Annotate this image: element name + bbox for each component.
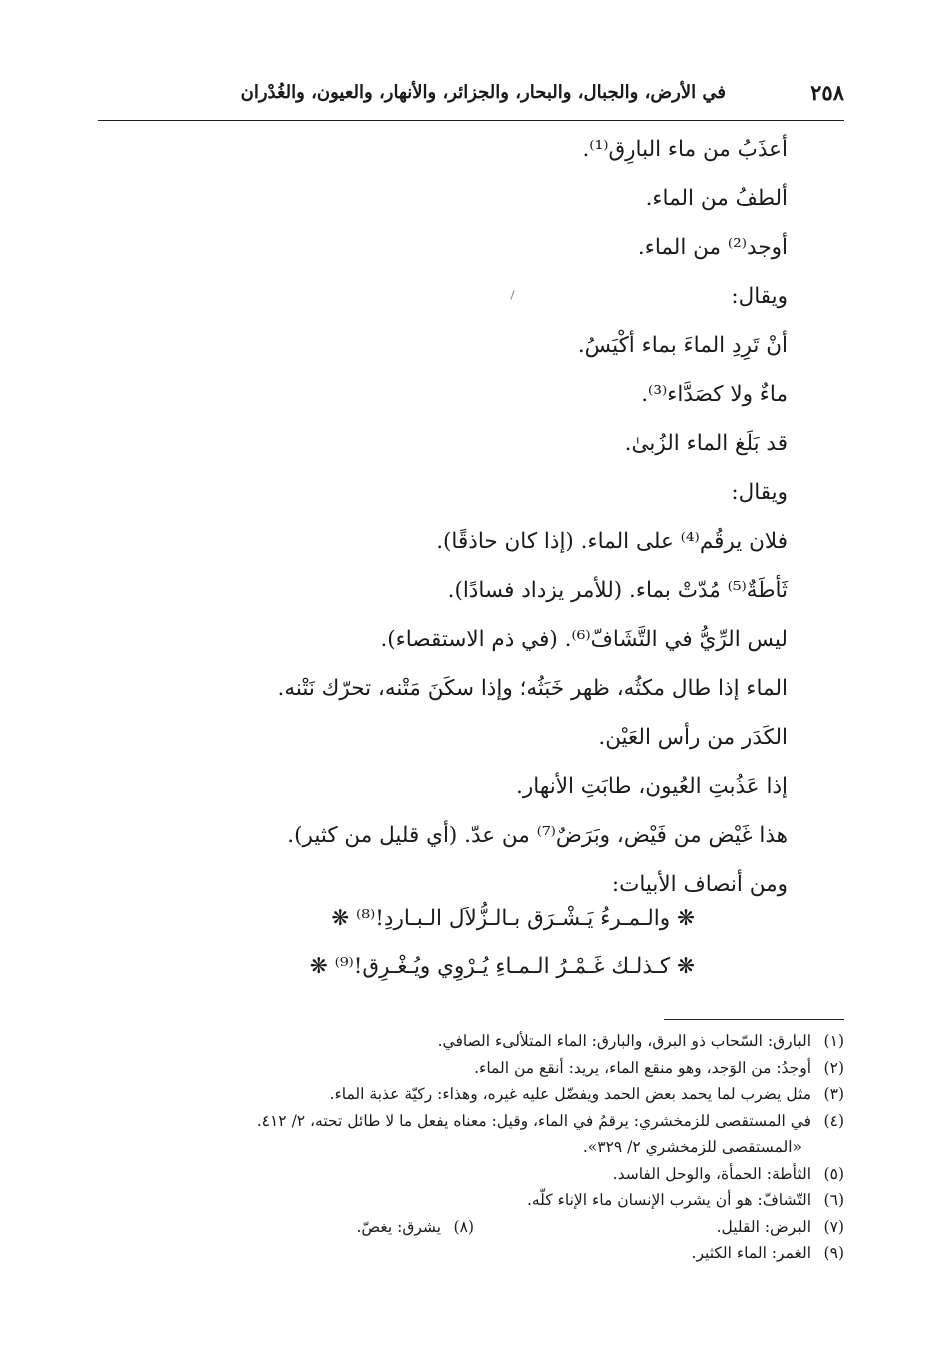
footnote-number: (١)	[823, 1032, 844, 1050]
footnote-number: (٩)	[823, 1244, 844, 1262]
footnote	[104, 1161, 844, 1188]
footnote-inline	[356, 1214, 474, 1240]
footnote-number: (٢)	[823, 1058, 844, 1077]
footnote	[104, 1108, 844, 1135]
page-number: ٢٥٨	[810, 80, 844, 105]
footnote-continuation: «المستقصى للزمخشري ٢/ ٣٢٩».	[582, 1138, 802, 1156]
footnote-text: البارق: السّحاب ذو البرق، والبارق: الماء المتلألىء الصافي.	[437, 1032, 812, 1050]
footnotes	[104, 1028, 844, 1267]
verse-line: ❋ كـذلـك غَـمْـرُ الـمـاءِ يُـرْوِي ويُـغْـرِق!⁽⁹⁾ ❋	[309, 954, 695, 979]
footnote-text: يشرق: يغصّ.	[356, 1217, 442, 1236]
footnote-text: التّشافّ: هو أن يشرب الإنسان ماء الإناء كلّه.	[526, 1191, 812, 1209]
footnote-number: (٧)	[823, 1217, 844, 1236]
footnote-number: (٦)	[823, 1191, 844, 1209]
footnote-text: أوجدُ: من الوَجد، وهو منقع الماء، يريد: أنقع من الماء.	[474, 1058, 812, 1077]
text-line: ومن أنصاف الأبيات:	[611, 872, 788, 897]
footnote-text: الغمر: الماء الكثير.	[691, 1244, 812, 1262]
text-line: ليس الرِّيُّ في التَّشَافّ⁽⁶⁾. (في ذم الاستقصاء).	[380, 627, 788, 652]
text-line: أوجد⁽²⁾ من الماء.	[637, 235, 788, 260]
footnote	[104, 1081, 844, 1108]
footnote-number: (٤)	[823, 1111, 844, 1130]
text-line: ويقال:	[731, 480, 788, 505]
chapter-title: في الأرض، والجبال، والبحار، والجزائر، والأنهار، والعيون، والغُدْران	[240, 82, 726, 103]
text-line: ويقال:	[731, 284, 788, 309]
text-line: أعذَبُ من ماء البارِق⁽¹⁾.	[582, 137, 788, 162]
main-text	[188, 128, 788, 912]
footnote-text: البرض: القليل.	[716, 1217, 812, 1236]
footnote	[104, 1240, 844, 1267]
text-line: ألطفُ من الماء.	[645, 186, 788, 211]
text-line: فلان يرقُم⁽⁴⁾ على الماء. (إذا كان حاذقًا).	[436, 529, 788, 554]
footnote	[104, 1187, 844, 1214]
text-line: ماءٌ ولا كصَدَّاء⁽³⁾.	[641, 382, 788, 407]
text-line: إذا عَذُبتِ العُيون، طابَتِ الأنهار.	[516, 774, 788, 799]
footnote-separator	[664, 1019, 844, 1020]
footnote-number: (٨)	[453, 1217, 474, 1236]
footnote	[104, 1028, 844, 1055]
footnote-text: في المستقصى للزمخشري: يرقمُ في الماء، وقيل: معناه يفعل ما لا طائل تحته، ٢/ ٤١٢.	[256, 1111, 812, 1130]
running-header	[98, 72, 844, 121]
text-line: الكَدَر من رأس العَيْن.	[598, 725, 788, 750]
footnote	[104, 1055, 844, 1082]
footnote-text: الثأطة: الحمأة، والوحل الفاسد.	[612, 1164, 812, 1183]
text-line: هذا غَيْض من فَيْض، وبَرَضٌ⁽⁷⁾ من عدّ. (أي قليل من كثير).	[287, 823, 788, 848]
verse-line: ❋ والـمـرءُ يَـشْـرَق بـالـزُّلاَل الـبـاردِ!⁽⁸⁾ ❋	[331, 906, 695, 931]
text-line: أنْ تَرِدِ الماءَ بماء أكْيَسُ.	[577, 333, 788, 358]
text-line: ثَأطَةٌ⁽⁵⁾ مُدّتْ بماء. (للأمر يزداد فسادًا).	[447, 578, 788, 603]
text-line: الماء إذا طال مكثُه، ظهر خَبَثُه؛ وإذا سكَنَ مَتْنه، تحرّك نَتْنه.	[277, 676, 788, 701]
footnote-number: (٥)	[823, 1164, 844, 1183]
footnote-text: مثل يضرب لما يحمد بعض الحمد ويفضّل عليه غيره، وهذاء: ركيّة عذبة الماء.	[329, 1085, 812, 1103]
footnote	[104, 1214, 844, 1241]
footnote-number: (٣)	[823, 1085, 844, 1103]
text-line: قد بَلَغ الماء الزُبىٰ.	[624, 431, 788, 456]
